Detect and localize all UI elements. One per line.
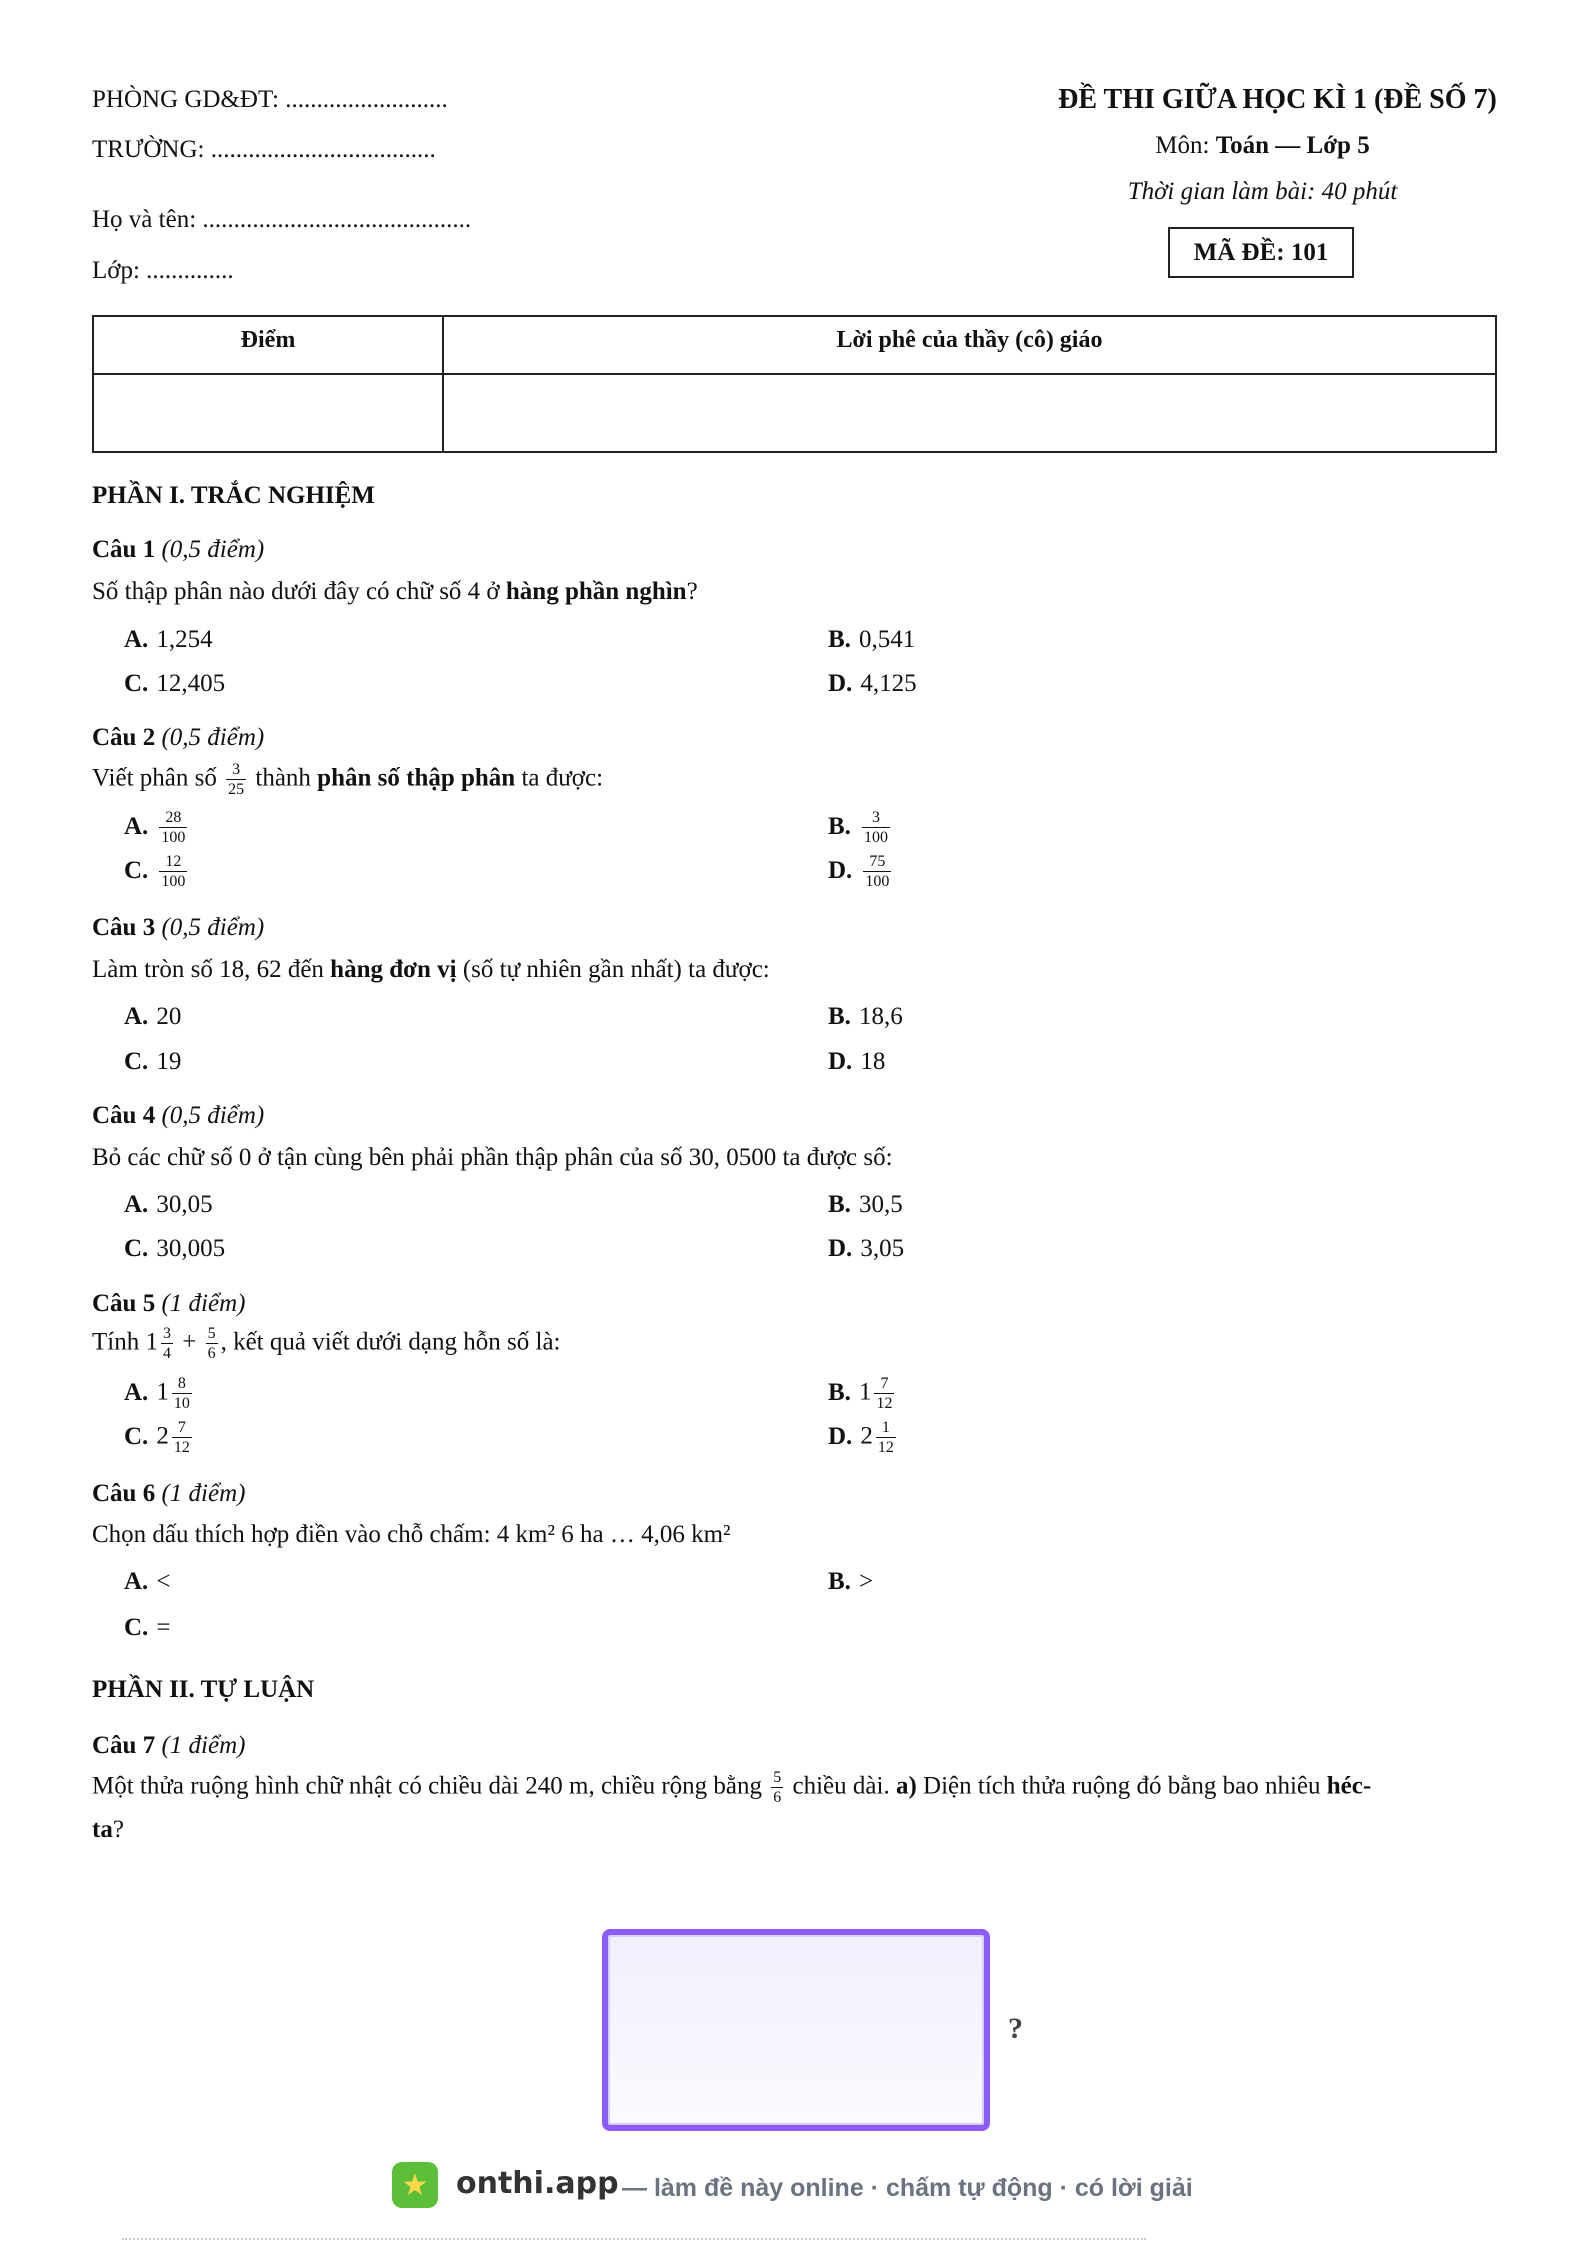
q1-option-b[interactable]: [828, 626, 915, 654]
footer-dotted-divider: [122, 2238, 1146, 2240]
q3-option-b-text: 18,6: [858, 1003, 903, 1030]
option-label-d: D.: [828, 670, 853, 697]
option-label-d: D.: [828, 856, 853, 884]
option-label-a: A.: [124, 1191, 149, 1218]
q1-label: Câu 1: [92, 536, 156, 563]
grade-header-diem: Điểm: [240, 327, 296, 353]
q5-text: [92, 1326, 560, 1362]
q5-label: Câu 5: [92, 1290, 156, 1317]
frac-den: 4: [162, 1345, 171, 1362]
subject-name: Toán — Lớp 5: [1215, 132, 1370, 159]
q2-option-a[interactable]: [124, 810, 190, 846]
mixed-int: 2: [156, 1422, 169, 1450]
phong-gd-field: PHÒNG GD&ĐT: ..........................: [92, 86, 448, 113]
mixed-int: 1: [858, 1378, 872, 1406]
q5-heading: [92, 1290, 245, 1318]
option-label-c: C.: [124, 670, 149, 697]
q6-points: (1 điểm): [161, 1480, 246, 1507]
q5-option-a[interactable]: [124, 1376, 195, 1412]
grade-table: [92, 315, 1497, 453]
frac-den: 12: [876, 1395, 893, 1412]
q7-text-a: Một thửa ruộng hình chữ nhật có chiều dài 240 m, chiều rộng bằng: [92, 1772, 763, 1800]
option-label-b: B.: [828, 1003, 851, 1030]
q3-option-a[interactable]: [124, 1003, 181, 1031]
q4-option-c[interactable]: [124, 1235, 225, 1263]
exam-time: Thời gian làm bài: 40 phút: [1127, 178, 1398, 205]
figure-question-mark: ?: [1008, 2012, 1023, 2045]
q7-text-g: ?: [112, 1816, 124, 1843]
frac-num: 3: [162, 1325, 171, 1342]
option-label-c: C.: [124, 1048, 149, 1075]
subject-prefix: Môn:: [1155, 132, 1216, 159]
frac-den: 10: [173, 1395, 190, 1412]
q3-option-c-text: 19: [156, 1048, 182, 1075]
q5-fraction-2: [206, 1326, 218, 1362]
q2-label: Câu 2: [92, 724, 156, 751]
option-label-b: B.: [828, 1191, 851, 1218]
subject-line: [1000, 132, 1525, 160]
frac-num: 75: [863, 854, 891, 872]
q6-option-c-text: =: [156, 1614, 171, 1641]
q4-heading: [92, 1102, 264, 1130]
option-label-a: A.: [124, 812, 149, 840]
option-label-b: B.: [828, 1568, 851, 1595]
ma-de-box: MÃ ĐỀ: 101: [1168, 227, 1354, 278]
q6-option-a[interactable]: [124, 1568, 170, 1596]
q3-text-b: hàng đơn vị: [330, 956, 457, 983]
q3-option-c[interactable]: [124, 1048, 181, 1076]
ho-ten-field: Họ và tên: ...........................................: [92, 206, 472, 233]
q6-heading: [92, 1480, 245, 1508]
frac-num: 12: [159, 854, 187, 872]
q3-option-d-text: 18: [860, 1048, 886, 1075]
q4-text: Bỏ các chữ số 0 ở tận cùng bên phải phần thập phân của số 30, 0500 ta được số:: [92, 1144, 893, 1171]
star-icon[interactable]: ★: [392, 2162, 438, 2208]
q2-option-a-frac: [159, 810, 187, 846]
q1-points: (0,5 điểm): [161, 536, 265, 563]
q2-option-b-frac: [862, 810, 890, 846]
frac-den: 100: [161, 873, 186, 890]
q1-option-a-text: 1,254: [156, 626, 213, 653]
frac-den: 100: [865, 873, 890, 890]
q1-text: [92, 578, 698, 606]
frac-num: 1: [876, 1420, 896, 1438]
q7-fraction: [771, 1770, 783, 1806]
rectangle-figure-placeholder: [602, 1929, 990, 2131]
q6-option-c[interactable]: [124, 1614, 170, 1642]
option-label-c: C.: [124, 856, 149, 884]
option-label-a: A.: [124, 1568, 149, 1595]
q2-option-c-frac: [159, 854, 187, 890]
q2-text-c: phân số thập phân: [317, 764, 516, 792]
frac-num: 28: [159, 810, 187, 828]
q6-label: Câu 6: [92, 1480, 156, 1507]
frac-num: 5: [773, 1769, 782, 1786]
frac-num: 5: [207, 1325, 216, 1342]
q4-points: (0,5 điểm): [161, 1102, 265, 1129]
q3-text-a: Làm tròn số 18, 62 đến: [92, 956, 331, 983]
brand-name[interactable]: onthi.app: [456, 2166, 619, 2201]
q3-option-a-text: 20: [156, 1003, 182, 1030]
q5-option-c-frac: [172, 1420, 192, 1456]
q2-text: [92, 762, 603, 798]
q1-option-d-text: 4,125: [860, 670, 917, 697]
q7-text-d: Diện tích thửa ruộng đó bằng bao nhiêu: [916, 1772, 1327, 1800]
q2-points: (0,5 điểm): [161, 724, 265, 751]
q7-text-e: héc-: [1326, 1772, 1372, 1800]
q2-option-c[interactable]: [124, 854, 190, 890]
q4-option-c-text: 30,005: [156, 1235, 226, 1262]
q5-option-d-frac: [876, 1420, 896, 1456]
q6-option-b[interactable]: [828, 1568, 873, 1596]
exam-title: ĐỀ THI GIỮA HỌC KÌ 1 (ĐỀ SỐ 7): [1058, 84, 1497, 115]
q5-option-b-frac: [874, 1376, 894, 1412]
q1-option-b-text: 0,541: [858, 626, 916, 653]
option-label-b: B.: [828, 626, 851, 653]
option-label-d: D.: [828, 1235, 853, 1262]
part2-title: PHẦN II. TỰ LUẬN: [92, 1676, 315, 1703]
frac-num: 7: [874, 1376, 894, 1394]
footer-tagline: — làm đề này online · chấm tự động · có lời giải: [622, 2174, 1193, 2202]
q1-option-c-text: 12,405: [156, 670, 226, 697]
q5-option-c[interactable]: [124, 1420, 195, 1456]
grade-table-header-line: [94, 373, 1495, 375]
q2-option-b[interactable]: [828, 810, 893, 846]
q5-option-d[interactable]: [828, 1420, 899, 1456]
option-label-d: D.: [828, 1422, 853, 1450]
q2-option-d[interactable]: [828, 854, 894, 890]
q7-text-b: chiều dài.: [792, 1772, 896, 1800]
q4-option-a[interactable]: [124, 1191, 213, 1219]
option-label-c: C.: [124, 1235, 149, 1262]
grade-header-loi-phe: Lời phê của thầy (cô) giáo: [836, 327, 1103, 353]
q1-text-b: hàng phần nghìn: [505, 578, 687, 605]
q6-option-b-text: >: [858, 1568, 874, 1595]
truong-field: TRƯỜNG: ....................................: [92, 136, 436, 163]
q2-frac-num: 3: [226, 762, 246, 780]
q4-option-b[interactable]: [828, 1191, 903, 1219]
q4-option-d[interactable]: [828, 1235, 904, 1263]
q2-frac-den: 25: [228, 781, 245, 798]
q3-option-d[interactable]: [828, 1048, 885, 1076]
frac-num: 7: [172, 1420, 192, 1438]
part1-title: PHẦN I. TRẮC NGHIỆM: [92, 482, 375, 509]
q3-option-b[interactable]: [828, 1003, 903, 1031]
q1-option-d[interactable]: [828, 670, 917, 698]
q5-text-a: Tính 1: [92, 1328, 158, 1356]
q1-heading: [92, 536, 264, 564]
option-label-c: C.: [124, 1614, 149, 1641]
mixed-int: 2: [860, 1422, 873, 1450]
q3-points: (0,5 điểm): [161, 914, 265, 941]
q4-label: Câu 4: [92, 1102, 156, 1129]
q1-text-a: Số thập phân nào dưới đây có chữ số 4 ở: [92, 578, 506, 605]
q1-text-c: ?: [686, 578, 698, 605]
q4-option-b-text: 30,5: [858, 1191, 903, 1218]
q3-heading: [92, 914, 264, 942]
option-label-c: C.: [124, 1422, 149, 1450]
q3-label: Câu 3: [92, 914, 156, 941]
q6-option-a-text: <: [156, 1568, 171, 1595]
option-label-a: A.: [124, 1378, 149, 1406]
q7-text-line1: [92, 1770, 1371, 1806]
frac-den: 12: [877, 1439, 894, 1456]
q7-text-line2: [92, 1816, 124, 1844]
q2-option-d-frac: [863, 854, 891, 890]
frac-den: 100: [161, 829, 186, 846]
q2-text-a: Viết phân số: [92, 764, 217, 792]
q3-text: [92, 956, 770, 984]
frac-num: 3: [862, 810, 890, 828]
q4-option-a-text: 30,05: [156, 1191, 213, 1218]
q5-plus: +: [182, 1328, 197, 1356]
option-label-a: A.: [124, 626, 149, 653]
q7-points: (1 điểm): [161, 1732, 246, 1759]
q7-label: Câu 7: [92, 1732, 156, 1759]
q7-text-c: a): [895, 1772, 917, 1800]
q5-fraction-1: [161, 1326, 173, 1362]
frac-den: 6: [773, 1789, 782, 1806]
q2-text-d: ta được:: [515, 764, 604, 792]
frac-den: 100: [863, 829, 888, 846]
q5-text-b: , kết quả viết dưới dạng hỗn số là:: [220, 1328, 561, 1356]
q2-text-b: thành: [255, 764, 318, 792]
q7-text-f: ta: [92, 1816, 113, 1843]
frac-den: 6: [207, 1345, 216, 1362]
q2-fraction: [226, 762, 246, 798]
frac-num: 8: [172, 1376, 192, 1394]
option-label-b: B.: [828, 812, 851, 840]
q5-option-b[interactable]: [828, 1376, 897, 1412]
mixed-int: 1: [156, 1378, 169, 1406]
lop-field: Lớp: ..............: [92, 257, 234, 284]
option-label-d: D.: [828, 1048, 853, 1075]
q4-option-d-text: 3,05: [860, 1235, 905, 1262]
option-label-b: B.: [828, 1378, 851, 1406]
q5-points: (1 điểm): [161, 1290, 246, 1317]
q7-heading: [92, 1732, 245, 1760]
q5-option-a-frac: [172, 1376, 192, 1412]
q6-text: Chọn dấu thích hợp điền vào chỗ chấm: 4 km² 6 ha … 4,06 km²: [92, 1521, 731, 1548]
frac-den: 12: [173, 1439, 190, 1456]
option-label-a: A.: [124, 1003, 149, 1030]
q1-option-c[interactable]: [124, 670, 225, 698]
q2-heading: [92, 724, 264, 752]
q3-text-c: (số tự nhiên gần nhất) ta được:: [456, 956, 770, 983]
q1-option-a[interactable]: [124, 626, 213, 654]
